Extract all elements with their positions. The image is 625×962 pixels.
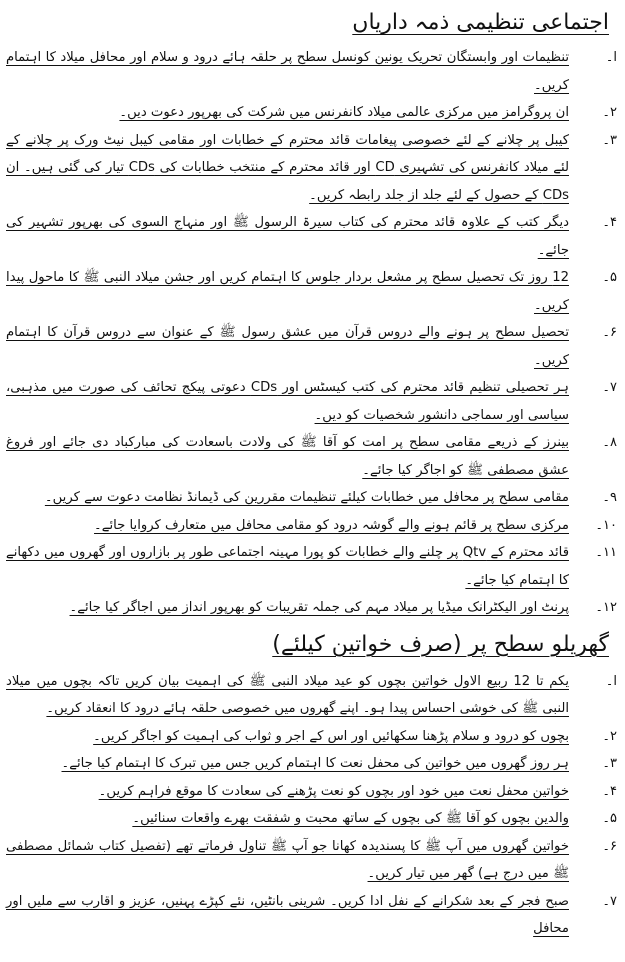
section-heading-collective-duties: اجتماعی تنظیمی ذمہ داریاں xyxy=(352,10,609,35)
item-number: ۸۔ xyxy=(602,435,617,450)
item-number: ۳۔ xyxy=(602,132,617,148)
item-number: ا۔ xyxy=(605,50,617,65)
item-text: قائد محترم کے Qtv پر چلنے والے خطابات کو پورا مہینہ اجتماعی طور پر بازاروں اور گھروں میں دکھانے کا اہتمام کیا جائے۔ xyxy=(6,545,569,588)
item-text: بچوں کو درود و سلام پڑھنا سکھائیں اور اس کے اجر و ثواب کی اہمیت کو اجاگر کریں۔ xyxy=(93,728,569,744)
item-number: ۳۔ xyxy=(602,756,617,771)
list-item xyxy=(6,209,617,264)
item-text: 12 روز تک تحصیل سطح پر مشعل بردار جلوس کا اہتمام کریں اور جشن میلاد النبی ﷺ کا ماحول پیدا کریں۔ xyxy=(6,270,569,313)
item-text: خواتین محفل نعت میں خود اور بچوں کو نعت پڑھنے کی سعادت کا موقع فراہم کریں۔ xyxy=(98,783,569,799)
list-item xyxy=(6,264,617,319)
list-item xyxy=(6,888,617,943)
list-item xyxy=(6,484,617,512)
item-text: مقامی سطح پر محافل میں خطابات کیلئے تنظیمات مقررین کی ڈیمانڈ نظامت دعوت سے کریں۔ xyxy=(44,490,569,505)
list-item xyxy=(6,374,617,429)
household-women-list xyxy=(6,668,617,943)
list-item xyxy=(6,805,617,833)
item-text: بینرز کے ذریعے مقامی سطح پر امت کو آقا ﷺ کی ولادت باسعادت کی مبارکباد دی جائے اور فروغ عشق مصطفی ﷺ کو اجاگر کیا جائے۔ xyxy=(6,435,569,478)
item-text: ان پروگرامز میں مرکزی عالمی میلاد کانفرنس میں شرکت کی بھرپور دعوت دیں۔ xyxy=(119,105,569,120)
item-text: پرنٹ اور الیکٹرانک میڈیا پر میلاد مہم کی جملہ تقریبات کو بھرپور انداز میں اجاگر کیا جائے۔ xyxy=(69,600,569,615)
item-text: ہر تحصیلی تنظیم قائد محترم کی کتب کیسٹس اور CDs دعوتی پیکج تحائف کی صورت میں مذہبی، سیاسی اور سماجی دانشور شخصیات کو دیں۔ xyxy=(6,380,569,423)
item-text: تنظیمات اور وابستگان تحریک یونین کونسل سطح پر حلقہ ہائے درود و سلام اور محافل میلاد کا اہتمام کریں۔ xyxy=(6,50,569,93)
list-item xyxy=(6,44,617,99)
item-text: دیگر کتب کے علاوہ قائد محترم کی کتاب سیرۃ الرسول ﷺ اور منہاج السوی کی بھرپور تشہیر کی جائے۔ xyxy=(6,215,569,258)
item-number: ۱۲۔ xyxy=(595,600,617,615)
item-text: مرکزی سطح پر قائم ہونے والے گوشہ درود کو مقامی محافل میں متعارف کروایا جائے۔ xyxy=(94,517,569,533)
section-heading-household-women: گھریلو سطح پر (صرف خواتین کیلئے) xyxy=(272,631,609,657)
item-number: ۷۔ xyxy=(602,380,617,395)
item-text: کیبل پر چلانے کے لئے خصوصی پیغامات قائد محترم کے خطابات اور مقامی کیبل نیٹ ورک پر چلانے کے لئے میلاد کانفرنس کی تشہیری CD اور قائد محترم کے منتخب خطابات کی CDs تیار کی گئی ہیں۔ ان CDs کے حصول کے لئے جلد از جلد رابطہ کریں۔ xyxy=(6,132,569,203)
item-number: ا۔ xyxy=(605,673,617,689)
list-item xyxy=(6,319,617,374)
list-item xyxy=(6,750,617,778)
item-number: ۴۔ xyxy=(602,783,617,799)
list-item xyxy=(6,99,617,127)
item-number: ۵۔ xyxy=(602,270,617,285)
item-text: یکم تا 12 ربیع الاول خواتین بچوں کو عید میلاد النبی ﷺ کی اہمیت بیان کریں تاکہ بچوں میں میلاد النبی ﷺ کی خوشی احساس پیدا ہو۔ اپنے گھروں میں خصوصی حلقہ ہائے درود کا انعقاد کریں۔ xyxy=(6,673,569,716)
item-number: ۶۔ xyxy=(602,838,617,854)
item-number: ۴۔ xyxy=(602,215,617,230)
item-number: ۷۔ xyxy=(602,893,617,909)
list-item xyxy=(6,778,617,806)
item-text: صبح فجر کے بعد شکرانے کے نفل ادا کریں۔ شرینی بانٹیں، نئے کپڑے پہنیں، عزیز و اقارب سے ملیں اور محافل xyxy=(6,893,569,936)
item-number: ۱۰۔ xyxy=(595,517,617,533)
list-item xyxy=(6,594,617,622)
item-text: تحصیل سطح پر ہونے والے دروس قرآن میں عشق رسول ﷺ کے عنوان سے دروس قرآن کا اہتمام کریں۔ xyxy=(6,325,569,368)
list-item xyxy=(6,429,617,484)
item-number: ۹۔ xyxy=(602,490,617,505)
list-item xyxy=(6,723,617,751)
list-item xyxy=(6,512,617,540)
item-number: ۵۔ xyxy=(602,811,617,826)
list-item xyxy=(6,833,617,888)
item-number: ۲۔ xyxy=(602,105,617,120)
collective-duties-list xyxy=(6,44,617,622)
item-number: ۱۱۔ xyxy=(595,545,617,560)
item-text: ہر روز گھروں میں خواتین کی محفل نعت کا اہتمام کریں جس میں تبرک کا اہتمام کیا جائے۔ xyxy=(61,756,569,771)
item-number: ۲۔ xyxy=(602,728,617,744)
item-text: خواتین گھروں میں آپ ﷺ کا پسندیدہ کھانا جو آپ ﷺ تناول فرماتے تھے (تفصیل کتاب شمائل مصطفی ﷺ میں درج ہے) گھر میں تیار کریں۔ xyxy=(6,838,569,881)
item-number: ۶۔ xyxy=(602,325,617,340)
list-item xyxy=(6,127,617,210)
list-item xyxy=(6,668,617,723)
item-text: والدین بچوں کو آقا ﷺ کی بچوں کے ساتھ محبت و شفقت بھرے واقعات سنائیں۔ xyxy=(132,811,569,826)
list-item xyxy=(6,539,617,594)
